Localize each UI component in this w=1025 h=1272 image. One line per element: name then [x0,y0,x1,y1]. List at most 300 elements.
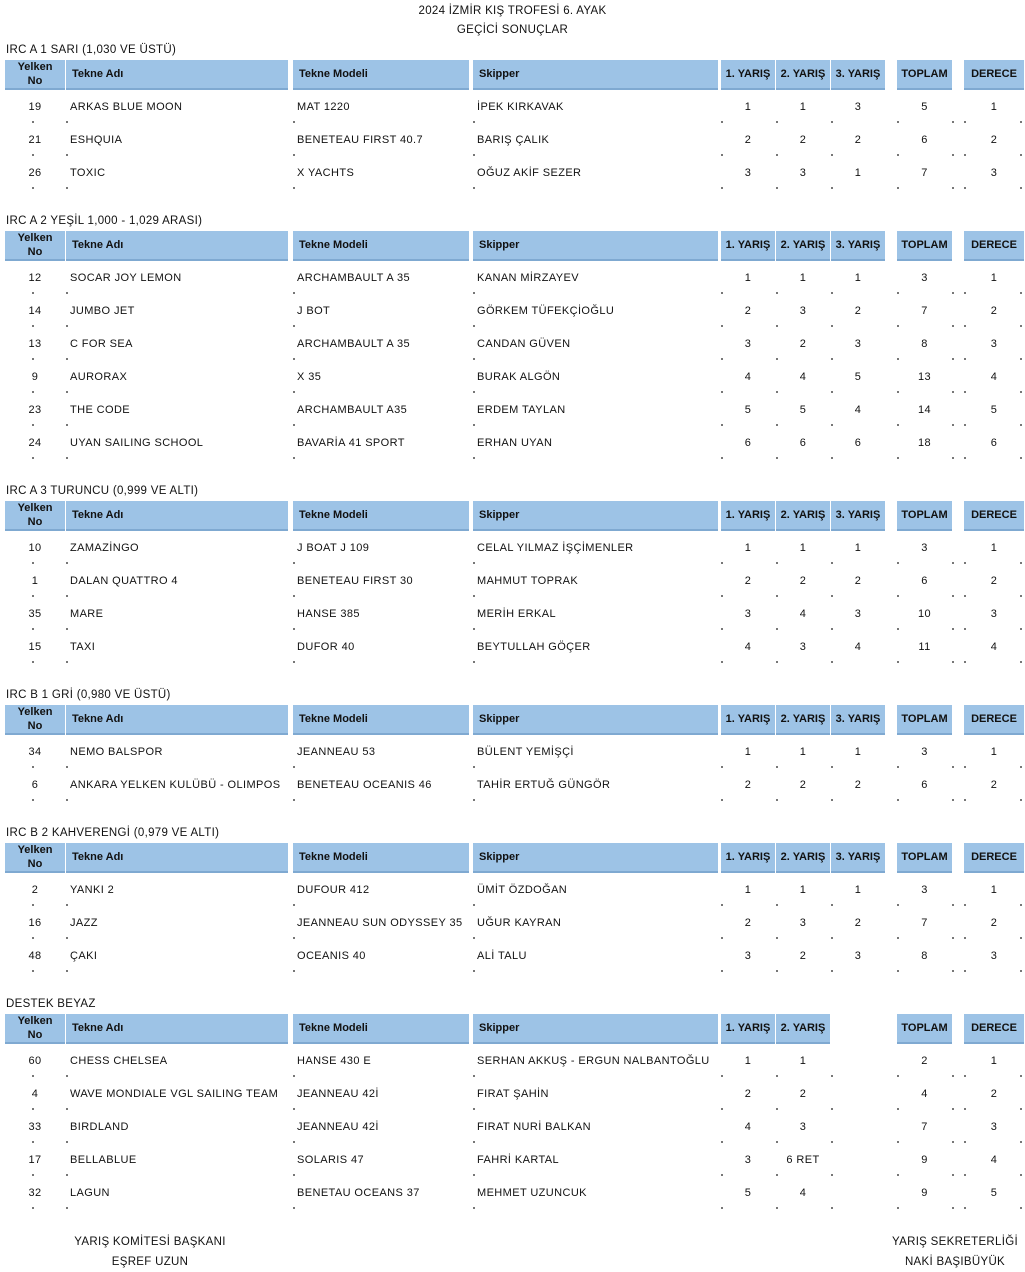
divider-dot [964,391,966,393]
divider-dot [964,154,966,156]
divider-dot [293,766,295,768]
divider-dot [952,358,954,360]
table-row [0,737,1025,770]
divider-dot [1020,562,1022,564]
rank-cell: 3 [990,950,998,962]
header-race-2 [776,231,830,261]
row-divider-dots [0,660,1025,663]
header-race-3 [831,705,885,735]
divider-dot [721,1075,723,1077]
divider-dot [293,595,295,597]
divider-dot [473,628,475,630]
divider-dot [952,457,954,459]
header-label: Yelken No [17,61,53,87]
race-2-cell: 2 [799,950,807,962]
class-section [0,485,1025,663]
row-divider-dots [0,291,1025,294]
divider-dot [831,595,833,597]
divider-dot [1020,1141,1022,1143]
divider-dot [293,970,295,972]
header-sail-number [5,501,65,531]
race-3-cell: 2 [854,134,862,146]
divider-dot [952,391,954,393]
race-1-cell: 5 [744,404,752,416]
divider-dot [964,628,966,630]
divider-dot [1020,457,1022,459]
boat-name-cell: NEMO BALSPOR [70,746,163,758]
skipper-cell: FIRAT NURİ BALKAN [477,1121,591,1133]
divider-dot [721,628,723,630]
race-2-cell: 3 [799,1121,807,1133]
divider-dot [1020,595,1022,597]
divider-dot [1020,1075,1022,1077]
divider-dot [952,595,954,597]
divider-dot [66,1075,68,1077]
race-3-cell: 1 [854,272,862,284]
race-2-cell: 4 [799,608,807,620]
total-cell: 6 [921,779,928,791]
divider-dot [66,424,68,426]
divider-dot [1020,904,1022,906]
header-sail-number [5,60,65,90]
rank-cell: 2 [990,917,998,929]
skipper-cell: ERDEM TAYLAN [477,404,566,416]
divider-dot [897,904,899,906]
divider-dot [66,595,68,597]
rank-cell: 1 [990,884,998,896]
divider-dot [32,154,34,156]
divider-dot [897,292,899,294]
boat-name-cell: JUMBO JET [70,305,135,317]
header-race-1 [721,231,775,261]
header-rank [964,60,1024,90]
divider-dot [293,799,295,801]
divider-dot [831,970,833,972]
boat-model-cell: HANSE 430 E [297,1055,372,1067]
row-divider-dots [0,1074,1025,1077]
sail-number-cell: 34 [28,746,42,758]
header-sail-number [5,1014,65,1044]
divider-dot [952,325,954,327]
divider-dot [721,121,723,123]
header-total [897,705,952,735]
divider-dot [776,457,778,459]
divider-dot [721,391,723,393]
class-title: IRC A 2 YEŞİL 1,000 - 1,029 ARASI) [6,215,203,227]
sail-number-cell: 21 [28,134,42,146]
divider-dot [964,457,966,459]
divider-dot [952,1174,954,1176]
race-2-cell: 6 RET [786,1154,820,1166]
footer-right [875,1232,1025,1272]
row-divider-dots [0,627,1025,630]
divider-dot [897,595,899,597]
divider-dot [831,1075,833,1077]
row-divider-dots [0,423,1025,426]
table-row [0,1046,1025,1079]
divider-dot [897,1174,899,1176]
boat-model-cell: DUFOUR 412 [297,884,370,896]
skipper-cell: ALİ TALU [477,950,527,962]
race-2-cell: 1 [799,542,807,554]
total-cell: 13 [917,371,932,383]
skipper-cell: MERİH ERKAL [477,608,556,620]
boat-name-cell: BIRDLAND [70,1121,129,1133]
boat-model-cell: JEANNEAU 53 [297,746,376,758]
race-1-cell: 1 [744,1055,752,1067]
skipper-cell: ERHAN UYAN [477,437,553,449]
header-label: Skipper [479,239,520,251]
race-1-cell: 5 [744,1187,752,1199]
race-2-cell: 1 [799,272,807,284]
header-label: Tekne Adı [72,713,124,725]
rank-cell: 2 [990,305,998,317]
divider-dot [897,628,899,630]
class-section [0,689,1025,801]
total-cell: 18 [917,437,932,449]
divider-dot [952,1141,954,1143]
header-boat-model [293,705,469,735]
divider-dot [952,154,954,156]
header-sail-number [5,705,65,735]
divider-dot [964,799,966,801]
header-race-2 [776,1014,830,1044]
divider-dot [293,358,295,360]
table-row [0,329,1025,362]
divider-dot [721,457,723,459]
divider-dot [721,1207,723,1209]
boat-name-cell: C FOR SEA [70,338,133,350]
row-divider-dots [0,765,1025,768]
header-label: Skipper [479,509,520,521]
table-row [0,599,1025,632]
table-row [0,1079,1025,1112]
race-2-cell: 3 [799,305,807,317]
boat-name-cell: DALAN QUATTRO 4 [70,575,178,587]
divider-dot [32,595,34,597]
header-label: 2. YARIŞ [780,509,826,521]
divider-dot [964,358,966,360]
skipper-cell: MEHMET UZUNCUK [477,1187,587,1199]
divider-dot [952,937,954,939]
header-total [897,501,952,531]
divider-dot [897,661,899,663]
skipper-cell: UĞUR KAYRAN [477,917,562,929]
divider-dot [1020,121,1022,123]
divider-dot [964,937,966,939]
divider-dot [66,766,68,768]
boat-model-cell: MAT 1220 [297,101,350,113]
divider-dot [66,661,68,663]
header-rank [964,501,1024,531]
race-1-cell: 2 [744,1088,752,1100]
divider-dot [32,424,34,426]
skipper-cell: İPEK KIRKAVAK [477,101,564,113]
boat-model-cell: X YACHTS [297,167,355,179]
table-row [0,1178,1025,1211]
rank-cell: 6 [990,437,998,449]
header-label: 2. YARIŞ [780,68,826,80]
race-2-cell: 2 [799,779,807,791]
header-label: Yelken No [17,844,53,870]
total-cell: 11 [918,641,931,653]
skipper-cell: BEYTULLAH GÖÇER [477,641,591,653]
divider-dot [831,1141,833,1143]
table-row [0,158,1025,191]
class-title: IRC A 1 SARI (1,030 VE ÜSTÜ) [6,44,177,56]
divider-dot [66,1141,68,1143]
header-boat-name [66,501,288,531]
divider-dot [964,1174,966,1176]
divider-dot [473,121,475,123]
divider-dot [721,562,723,564]
header-label: 3. YARIŞ [835,239,881,251]
divider-dot [721,661,723,663]
skipper-cell: MAHMUT TOPRAK [477,575,579,587]
sail-number-cell: 19 [28,101,42,113]
table-row [0,296,1025,329]
race-3-cell: 5 [854,371,862,383]
divider-dot [32,187,34,189]
divider-dot [952,970,954,972]
divider-dot [897,1108,899,1110]
divider-dot [1020,799,1022,801]
header-boat-name [66,705,288,735]
header-race-2 [776,705,830,735]
race-2-cell: 6 [799,437,807,449]
total-cell: 14 [917,404,932,416]
divider-dot [776,904,778,906]
header-label: Tekne Adı [72,509,124,521]
divider-dot [964,121,966,123]
divider-dot [831,628,833,630]
total-cell: 3 [921,272,928,284]
divider-dot [32,1108,34,1110]
header-skipper [473,1014,718,1044]
boat-name-cell: LAGUN [70,1187,110,1199]
header-boat-name [66,1014,288,1044]
divider-dot [473,424,475,426]
divider-dot [721,937,723,939]
skipper-cell: SERHAN AKKUŞ - ERGUN NALBANTOĞLU [477,1055,710,1067]
divider-dot [776,661,778,663]
divider-dot [473,187,475,189]
table-header [0,60,1025,90]
divider-dot [721,358,723,360]
divider-dot [66,799,68,801]
class-title: DESTEK BEYAZ [6,998,96,1010]
race-3-cell: 1 [854,884,862,896]
table-row [0,395,1025,428]
divider-dot [964,187,966,189]
header-sail-number [5,843,65,873]
table-row [0,908,1025,941]
divider-dot [831,154,833,156]
divider-dot [831,187,833,189]
header-race-1 [721,501,775,531]
race-2-cell: 1 [799,746,807,758]
race-1-cell: 4 [744,641,752,653]
header-race-2 [776,501,830,531]
race-1-cell: 2 [744,134,752,146]
divider-dot [1020,766,1022,768]
divider-dot [473,457,475,459]
header-boat-model [293,231,469,261]
header-label: Yelken No [17,232,53,258]
divider-dot [897,937,899,939]
divider-dot [66,1174,68,1176]
divider-dot [66,187,68,189]
row-divider-dots [0,798,1025,801]
race-2-cell: 2 [799,134,807,146]
divider-dot [66,292,68,294]
divider-dot [32,937,34,939]
divider-dot [32,562,34,564]
race-3-cell: 1 [854,542,862,554]
skipper-cell: GÖRKEM TÜFEKÇİOĞLU [477,305,615,317]
divider-dot [293,628,295,630]
sail-number-cell: 9 [31,371,39,383]
header-boat-model [293,843,469,873]
divider-dot [952,187,954,189]
divider-dot [776,766,778,768]
rank-cell: 2 [990,779,998,791]
header-label: 3. YARIŞ [835,851,881,863]
header-label: Skipper [479,713,520,725]
table-row [0,632,1025,665]
divider-dot [66,937,68,939]
table-row [0,1112,1025,1145]
divider-dot [964,904,966,906]
sail-number-cell: 2 [31,884,39,896]
boat-name-cell: WAVE MONDIALE VGL SAILING TEAM [70,1088,279,1100]
header-label: TOPLAM [901,713,948,725]
divider-dot [952,121,954,123]
divider-dot [897,1075,899,1077]
boat-name-cell: UYAN SAILING SCHOOL [70,437,204,449]
divider-dot [32,970,34,972]
row-divider-dots [0,561,1025,564]
race-1-cell: 3 [744,338,752,350]
divider-dot [952,1108,954,1110]
header-label: TOPLAM [901,68,948,80]
divider-dot [473,766,475,768]
divider-dot [897,391,899,393]
header-label: DERECE [971,239,1017,251]
divider-dot [293,1174,295,1176]
header-race-1 [721,1014,775,1044]
divider-dot [473,292,475,294]
race-1-cell: 1 [744,101,752,113]
divider-dot [952,766,954,768]
divider-dot [964,424,966,426]
row-divider-dots [0,456,1025,459]
table-header [0,501,1025,531]
table-header [0,231,1025,261]
boat-model-cell: ARCHAMBAULT A 35 [297,272,410,284]
rank-cell: 5 [990,1187,998,1199]
rank-cell: 3 [990,608,998,620]
divider-dot [776,937,778,939]
header-total [897,1014,952,1044]
header-label: 1. YARIŞ [725,509,771,521]
boat-model-cell: SOLARIS 47 [297,1154,364,1166]
divider-dot [964,766,966,768]
divider-dot [776,562,778,564]
divider-dot [721,154,723,156]
race-3-cell: 6 [854,437,862,449]
total-cell: 4 [921,1088,928,1100]
divider-dot [32,628,34,630]
divider-dot [1020,187,1022,189]
header-race-2 [776,843,830,873]
race-3-cell: 2 [854,575,862,587]
divider-dot [776,595,778,597]
header-label: 1. YARIŞ [725,851,771,863]
race-2-cell: 2 [799,1088,807,1100]
divider-dot [721,187,723,189]
header-race-3 [831,231,885,261]
row-divider-dots [0,390,1025,393]
rank-cell: 2 [990,134,998,146]
rank-cell: 2 [990,1088,998,1100]
header-label: 3. YARIŞ [835,509,881,521]
divider-dot [897,154,899,156]
boat-name-cell: ARKAS BLUE MOON [70,101,183,113]
divider-dot [897,358,899,360]
total-cell: 5 [921,101,928,113]
header-label: 2. YARIŞ [780,713,826,725]
table-row [0,1145,1025,1178]
race-2-cell: 3 [799,641,807,653]
divider-dot [473,970,475,972]
header-label: Tekne Modeli [299,509,368,521]
divider-dot [776,187,778,189]
race-2-cell: 3 [799,167,807,179]
divider-dot [721,424,723,426]
divider-dot [831,1174,833,1176]
boat-model-cell: BENETEAU OCEANIS 46 [297,779,432,791]
race-2-cell: 1 [799,1055,807,1067]
sail-number-cell: 14 [28,305,42,317]
rank-cell: 3 [990,167,998,179]
header-rank [964,231,1024,261]
divider-dot [831,325,833,327]
boat-model-cell: OCEANIS 40 [297,950,366,962]
sail-number-cell: 10 [28,542,42,554]
divider-dot [66,904,68,906]
divider-dot [66,154,68,156]
race-1-cell: 2 [744,779,752,791]
skipper-cell: OĞUZ AKİF SEZER [477,167,582,179]
race-2-cell: 4 [799,371,807,383]
row-divider-dots [0,1173,1025,1176]
header-boat-name [66,231,288,261]
header-total [897,231,952,261]
divider-dot [952,1207,954,1209]
race-1-cell: 3 [744,608,752,620]
race-3-cell: 4 [854,404,862,416]
divider-dot [473,154,475,156]
row-divider-dots [0,357,1025,360]
divider-dot [964,595,966,597]
footer-left [50,1232,250,1272]
header-label: Tekne Adı [72,1022,124,1034]
header-label: 2. YARIŞ [780,851,826,863]
divider-dot [1020,1108,1022,1110]
row-divider-dots [0,1107,1025,1110]
divider-dot [952,292,954,294]
